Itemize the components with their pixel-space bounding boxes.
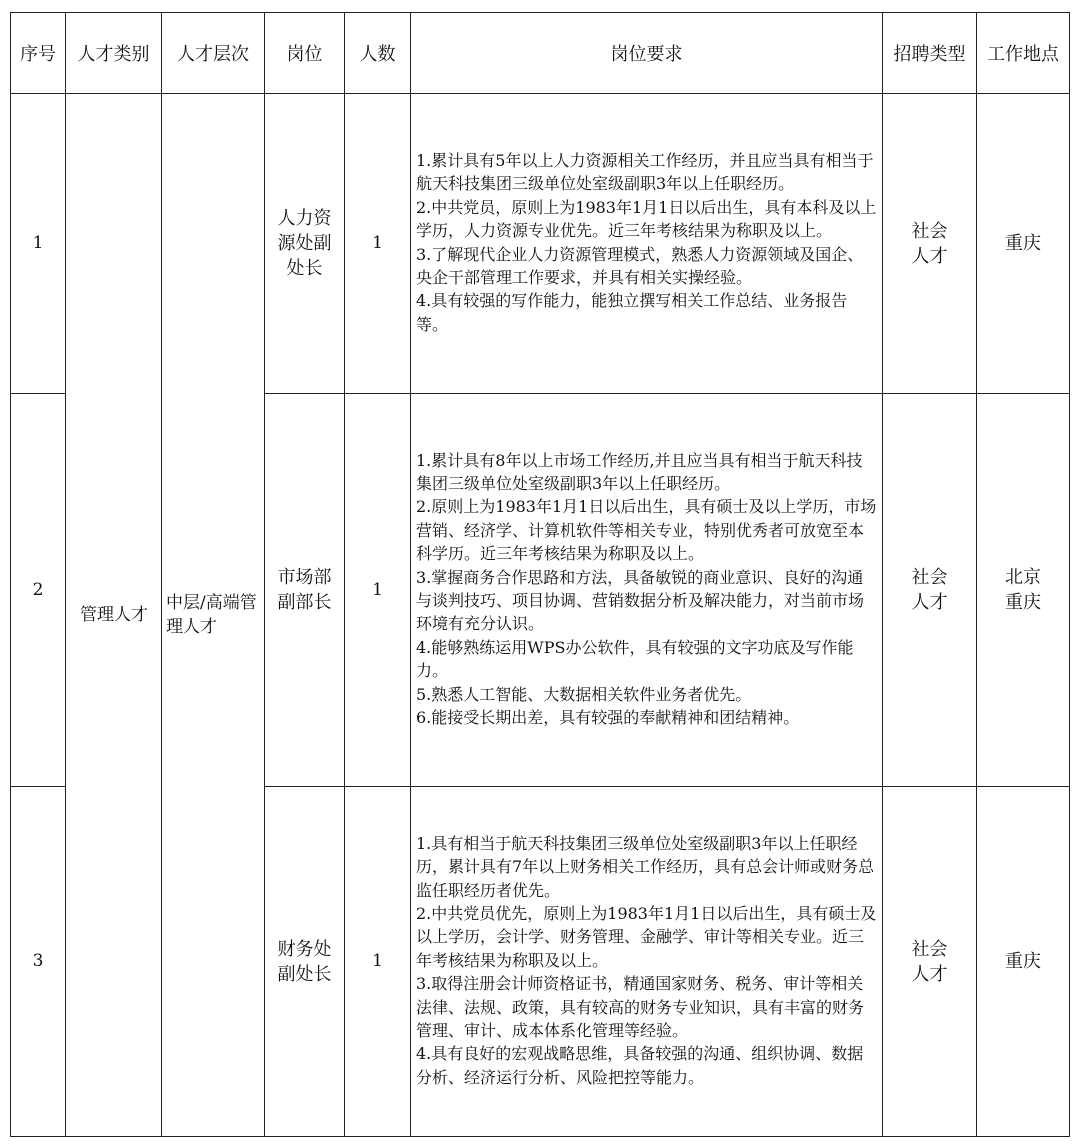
location-cell: [977, 94, 1070, 394]
header-position: 岗位: [265, 13, 345, 94]
position-cell: [265, 94, 345, 394]
requirements-cell: [411, 94, 883, 394]
recruitment-table: [10, 12, 1070, 1137]
position-cell: [265, 394, 345, 787]
header-category: 人才类别: [66, 13, 162, 94]
requirement-item: 1.具有相当于航天科技集团三级单位处室级副职3年以上任职经历，累计具有7年以上财务相关工作经历，具有总会计师或财务总监任职经历者优先。: [416, 833, 875, 900]
requirement-item: 1.累计具有5年以上人力资源相关工作经历，并且应当具有相当于航天科技集团三级单位处室级副职3年以上任职经历。: [416, 150, 874, 194]
requirement-item: 6.能接受长期出差，具有较强的奉献精神和团结精神。: [416, 708, 800, 728]
position-cell: [265, 787, 345, 1137]
level-cell: [162, 94, 265, 1137]
position-text: 财务处副处长: [277, 938, 332, 985]
requirements-cell: [411, 394, 883, 787]
location-text: 北京重庆: [1005, 567, 1041, 613]
location-text: 重庆: [1005, 951, 1041, 972]
recruit-type-text: 社会人才: [911, 220, 948, 267]
location-text: 重庆: [1005, 233, 1041, 254]
row-no: 2: [11, 394, 66, 787]
requirement-item: 4.具有较强的写作能力，能独立撰写相关工作总结、业务报告等。: [416, 291, 848, 334]
header-recruit-type: 招聘类型: [883, 13, 977, 94]
requirements-cell: [411, 787, 883, 1137]
header-no: 序号: [11, 13, 66, 94]
level-text: 中层/高端管理人才: [166, 593, 257, 637]
requirement-item: 2.中共党员优先，原则上为1983年1月1日以后出生，具有硕士及以上学历，会计学、财务管理、金融学、审计等相关专业。近三年考核结果为称职及以上。: [416, 903, 877, 970]
category-cell: [66, 94, 162, 1137]
header-row: [11, 13, 1070, 94]
position-text: 人力资源处副处长: [277, 208, 332, 279]
requirement-item: 2.中共党员，原则上为1983年1月1日以后出生，具有本科及以上学历，人力资源专业优先。近三年考核结果为称职及以上。: [416, 197, 877, 241]
requirement-item: 4.能够熟练运用WPS办公软件，具有较强的文字功底及写作能力。: [416, 637, 854, 681]
row-no: 3: [11, 787, 66, 1137]
location-cell: [977, 787, 1070, 1137]
header-location: 工作地点: [977, 13, 1070, 94]
header-count: 人数: [345, 13, 411, 94]
requirement-item: 5.熟悉人工智能、大数据相关软件业务者优先。: [416, 684, 752, 704]
count-cell: 1: [345, 394, 411, 787]
count-cell: 1: [345, 787, 411, 1137]
requirement-item: 3.掌握商务合作思路和方法，具备敏锐的商业意识、良好的沟通与谈判技巧、项目协调、营销数据分析及解决能力，对当前市场环境有充分认识。: [416, 567, 865, 634]
header-level: 人才层次: [162, 13, 265, 94]
recruit-type-cell: [883, 94, 977, 394]
requirement-item: 4.具有良好的宏观战略思维，具备较强的沟通、组织协调、数据分析、经济运行分析、风险把控等能力。: [416, 1044, 864, 1087]
requirement-item: 3.了解现代企业人力资源管理模式，熟悉人力资源领域及国企、央企干部管理工作要求，并具有相关实操经验。: [416, 244, 864, 287]
requirement-item: 2.原则上为1983年1月1日以后出生，具有硕士及以上学历，市场营销、经济学、计算机软件等相关专业，特别优秀者可放宽至本科学历。近三年考核结果为称职及以上。: [416, 497, 877, 564]
recruit-type-cell: [883, 787, 977, 1137]
count-cell: 1: [345, 94, 411, 394]
recruit-type-text: 社会人才: [911, 938, 948, 985]
requirement-item: 1.累计具有8年以上市场工作经历,并且应当具有相当于航天科技集团三级单位处室级副职3年以上任职经历。: [416, 450, 863, 493]
category-text: 管理人才: [80, 604, 148, 625]
table-row: [11, 94, 1070, 394]
header-requirements: 岗位要求: [411, 13, 883, 94]
location-cell: [977, 394, 1070, 787]
requirement-item: 3.取得注册会计师资格证书，精通国家财务、税务、审计等相关法律、法规、政策，具有较高的财务专业知识，具有丰富的财务管理、审计、成本体系化管理等经验。: [416, 974, 865, 1041]
position-text: 市场部副部长: [277, 567, 332, 613]
recruit-type-text: 社会人才: [911, 567, 948, 613]
row-no: 1: [11, 94, 66, 394]
recruit-type-cell: [883, 394, 977, 787]
